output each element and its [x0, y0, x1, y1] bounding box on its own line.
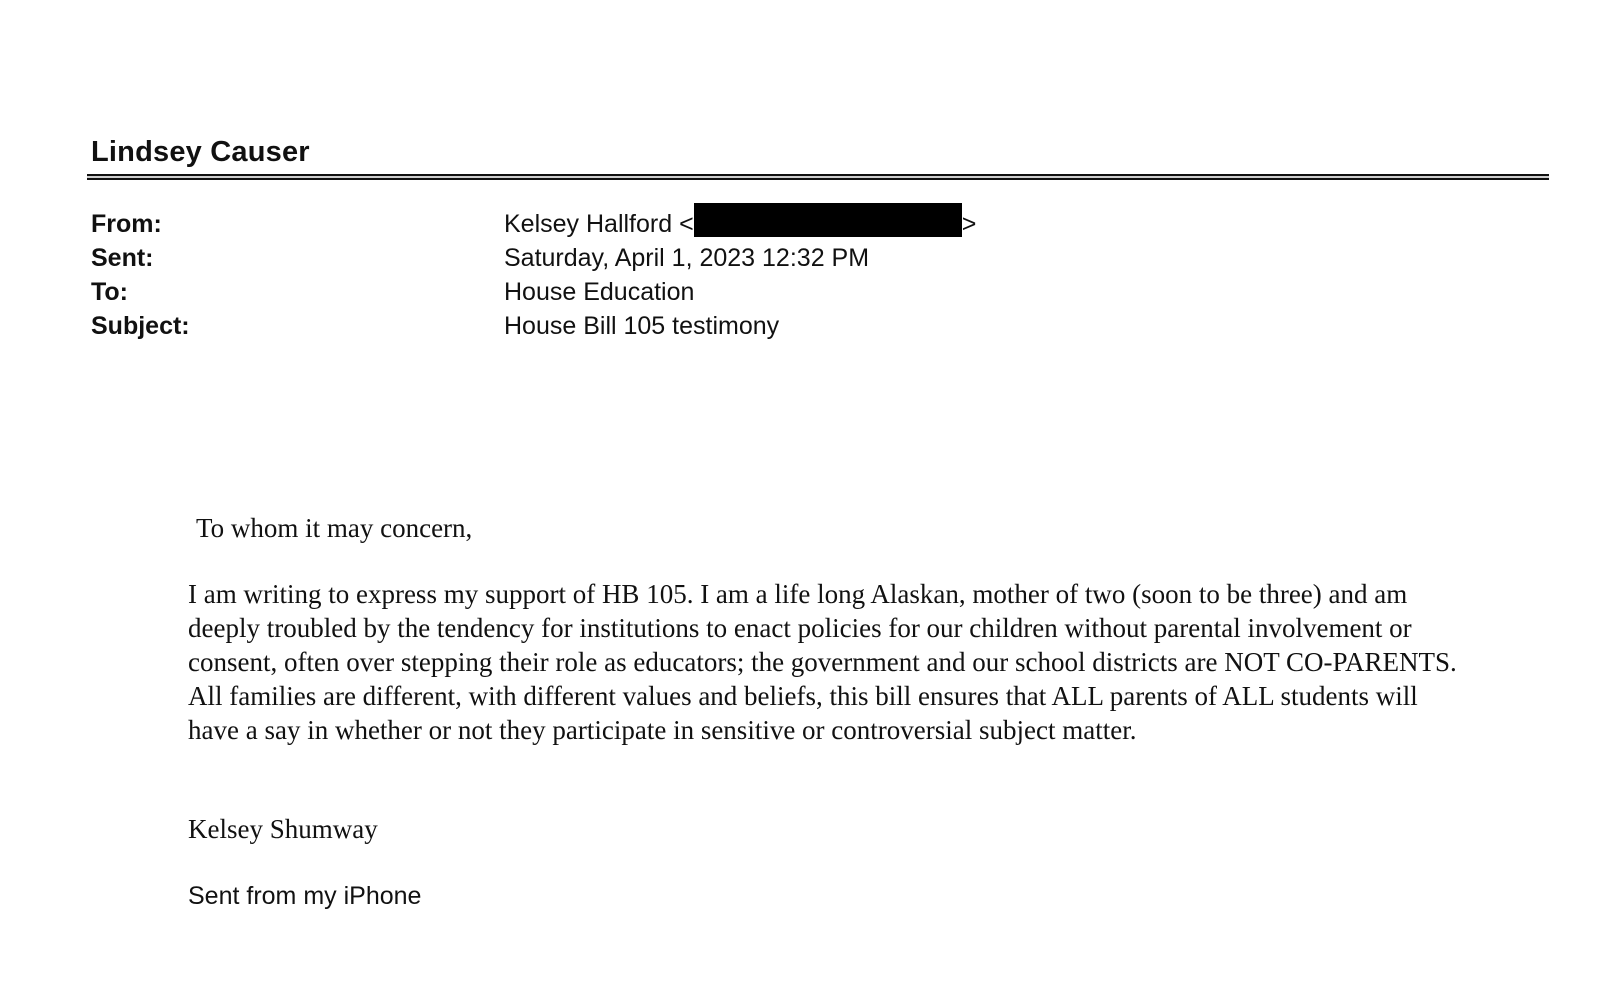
sent-value: Saturday, April 1, 2023 12:32 PM [504, 244, 870, 272]
redacted-email [694, 203, 962, 237]
signature: Kelsey Shumway [188, 814, 378, 844]
to-label: To: [91, 278, 129, 306]
from-name: Kelsey Hallford < [504, 210, 694, 238]
subject-value: House Bill 105 testimony [504, 312, 780, 340]
to-value: House Education [504, 278, 695, 306]
from-close-bracket: > [961, 210, 977, 238]
from-label: From: [91, 210, 162, 238]
sent-from-footer: Sent from my iPhone [188, 882, 422, 910]
greeting: To whom it may concern, [196, 513, 473, 543]
from-value [504, 207, 976, 241]
body-paragraph: I am writing to express my support of HB 105. I am a life long Alaskan, mother of two (soon to be three) and am deeply troubled by the tendency for institutions to enact policies for our children without parental involvement or consent, often over stepping their role as educators; the government and our school districts are NOT CO-PARENTS. All families are different, with different values and beliefs, this bill ensures that ALL parents of ALL students will have a say in whether or not they participate in sensitive or controversial subject matter. [188, 579, 1457, 745]
owner-name: Lindsey Causer [91, 136, 310, 168]
header-rule [87, 174, 1549, 180]
subject-label: Subject: [91, 312, 190, 340]
sent-label: Sent: [91, 244, 154, 272]
